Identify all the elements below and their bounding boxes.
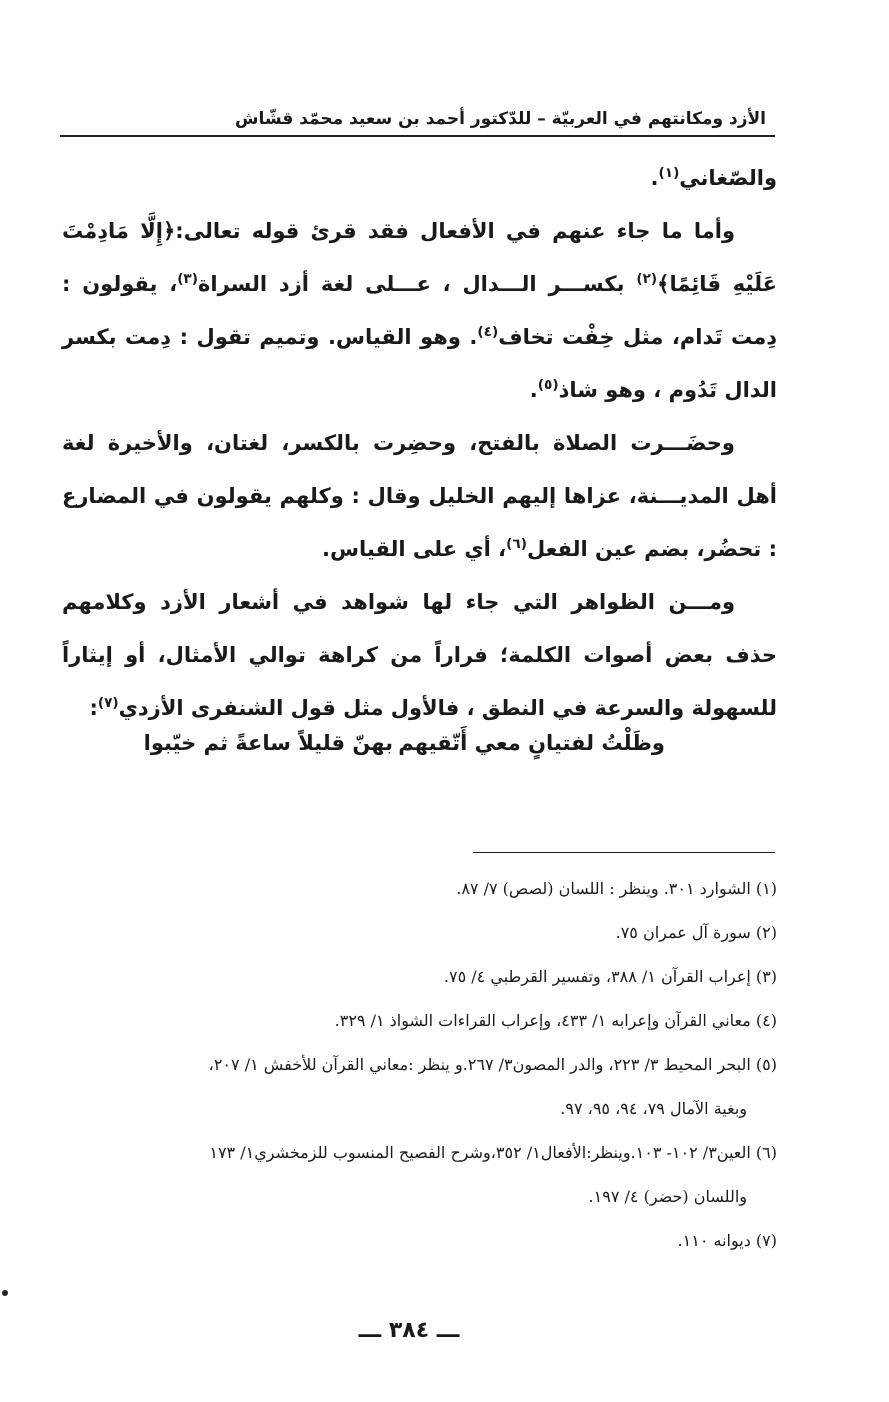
page-number: ـــ ٣٨٤ ـــ — [358, 1318, 460, 1343]
footnote-3: (٣) إعراب القرآن ١/ ٣٨٨، وتفسير القرطبي ٤/ ٧٥. — [443, 967, 777, 986]
footnote-5-line: (٥) البحر المحيط ٣/ ٢٢٣، والدر المصون٣/ ٢٦٧.و ينظر :معاني القرآن للأخفش ١/ ٢٠٧، — [208, 1055, 777, 1074]
main-text — [62, 152, 777, 735]
footnotes — [62, 867, 777, 1263]
paragraph-3: وحضَـــرت الصلاة بالفتح، وحضِرت بالكسر، لغتان، والأخيرة لغة أهل المديـــنة، عزاها إليهم الخليل وقال : وكلهم يقولون في المضارع : تحضُر، بضم عين الفعل$^{(٦)}$، أي على القياس. — [62, 431, 777, 561]
poetry-verse — [62, 718, 777, 768]
footnote-6-continuation: واللسان (حضر) ٤/ ١٩٧. — [588, 1187, 747, 1206]
footnote-separator — [473, 852, 775, 853]
footnote-6-line: (٦) العين٣/ ١٠٢- ١٠٣.وينظر:الأفعال١/ ٣٥٢،وشرح الفصيح المنسوب للزمخشري١/ ١٧٣ — [209, 1143, 777, 1162]
footnote-ref-2[interactable]: (٢) — [636, 271, 658, 287]
header-rule — [60, 135, 775, 137]
footnote-ref-5[interactable]: (٥) — [537, 377, 559, 393]
footnote-ref-3[interactable]: (٣) — [177, 271, 198, 287]
footnote-ref-6[interactable]: (٦) — [506, 536, 527, 552]
verse-first-hemistich: وظَلْتُ لفتيانٍ معي أَتّقيهم — [398, 731, 665, 755]
verse-second-hemistich: بهنّ قليلاً ساعةً ثم خيّبوا — [143, 731, 393, 755]
footnote-5-continuation: وبغية الآمال ٧٩، ٩٤، ٩٥، ٩٧. — [560, 1099, 747, 1118]
footnote-4: (٤) معاني القرآن وإعرابه ١/ ٤٣٣، وإعراب القراءات الشواذ ١/ ٣٢٩. — [334, 1011, 777, 1030]
footnote-7: (٧) ديوانه ١١٠. — [677, 1231, 777, 1250]
footnote-1: (١) الشوارد ٣٠١. وينظر : اللسان (لصص) ٧/ ٨٧. — [456, 879, 777, 898]
footnote-ref-4[interactable]: (٤) — [477, 324, 499, 340]
footnote-2: (٢) سورة آل عمران ٧٥. — [615, 923, 777, 942]
footnote-ref-7[interactable]: (٧) — [97, 695, 119, 711]
footnote-5 — [62, 1043, 777, 1131]
footnote-ref-1[interactable]: (١) — [658, 165, 680, 181]
running-header: الأزد ومكانتهم في العربيّة – للدّكتور أحمد بن سعيد محمّد قشّاش — [235, 109, 766, 129]
paragraph-4: ومـــن الظواهر التي جاء لها شواهد في أشعار الأزد وكلامهم حذف بعض أصوات الكلمة؛ فراراً من كراهة توالي الأمثال، أو إيثاراً للسهولة والسرعة في النطق ، فالأول مثل قول الشنفرى الأزدي$^{(٧)}$: — [62, 590, 777, 720]
paragraph-1: والصّغاني$^{(١)}$. — [650, 165, 777, 190]
footnote-6 — [62, 1131, 777, 1219]
scan-dot-mark — [2, 1290, 8, 1296]
paragraph-2: وأما ما جاء عنهم في الأفعال فقد قرئ قوله تعالى:﴿إِلَّا مَادِمْتَ عَلَيْهِ قَائِمًا﴾$^{(٢)}$ بكســـر الـــدال ، عـــلى لغة أزد السراة$^{(٣)}$، يقولون : دِمت تَدام، مثل خِفْت تخاف$^{(٤)}$. وهو القياس. وتميم تقول : دِمت بكسر الدال تَدُوم ، وهو شاذ$^{(٥)}$. — [62, 219, 778, 402]
